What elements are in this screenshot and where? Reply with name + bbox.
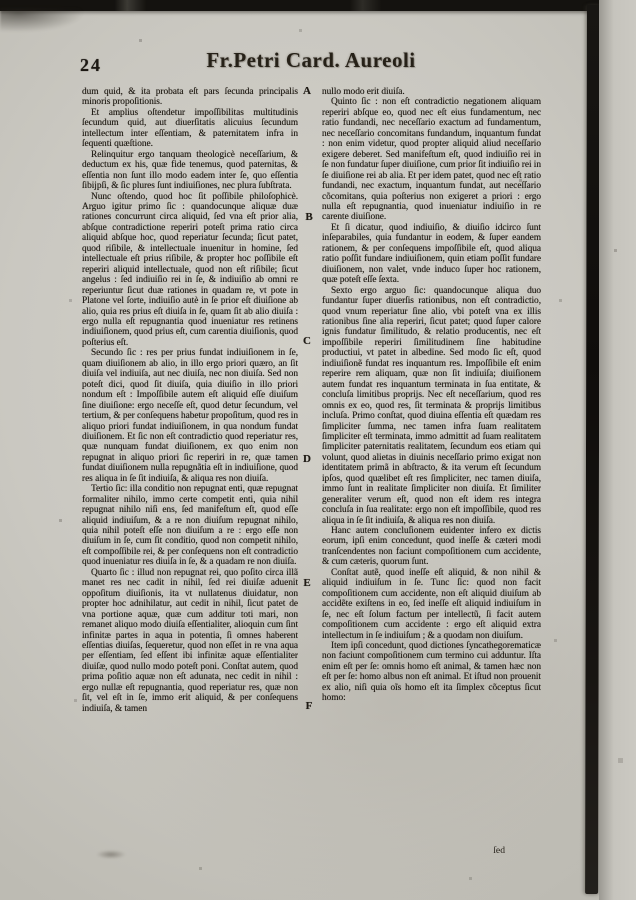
page-number: 24 [80, 55, 102, 75]
paragraph: Quarto ſic : illud non repugnat rei, quo poſito circa illã manet res nec cadit in nihil, ſed rei diuiſæ aduenit oppoſitum diuiſionis, ita vt nullatenus diuidatur, non propter hoc adnihilatur, aut cedit in nihil, ſicut patet de vna portione aquæ, quæ cum additur toti mari, non remanet aliquo modo diuiſa eſſentialiter, alioquin cum ſint infinitæ partes in aqua in potentia, ſi omnes haberent eſſentias diuiſas, ſequeretur, quod non eſſet in re vna aqua per eſſentiam, ſed eſſent ibi infinitæ aquæ eſſentialiter diuiſæ, quod nullo modo poteſt poni. Conſtat autem, quod prima poſitio aquæ non eſt adunata, nec cedit in nihil : ergo nullæ eſt repugnantia, quod reperiatur res, quæ non ſit, vel eſt in ſe, immo erit aliquid, & per conſequens indiuiſa, & tamen [82, 567, 298, 714]
paragraph: Et amplius oſtendetur impoſſibilitas multitudinis ſecundum quid, aut diuerſitatis alicuius ſecundum intellectum inter eſſentiam, & paternitatem infra in ſequenti quæſtione. [82, 107, 298, 150]
margin-letter-a: A [303, 85, 311, 97]
left-text-column [82, 87, 298, 849]
paragraph: Item ipſi concedunt, quod dictiones ſyncathegorematicæ non faciunt compoſitionem cum termino cui adduntur. Iſta enim eſt per ſe: omnis homo eſt animal, & tamen hæc non eſt per ſe: homo albus non eſt animal. Et iſtud non prouenit ex alio, niſi quia oĩs homo eſt ita ſimplex cõceptus ſicut homo: [322, 641, 541, 704]
corner-smudge [0, 8, 90, 34]
margin-letter-c: C [303, 335, 311, 347]
margin-letter-b: B [305, 211, 313, 223]
book-spine-fold-bar [585, 5, 600, 894]
paragraph: Tertio ſic: illa conditio non repugnat enti, quæ repugnat formaliter nihilo, immo certe competit enti, quia nihil repugnat nihilo niſi ens, ſed manifeſtum eſt, quod eſſe aliquid indiuiſum, & a re non diuiſum repugnat nihilo, quia nihil poteſt eſſe non diuiſum a re : ergo eſſe non diuiſum in ſe, cum ſit conditio, quod non competit nihilo, eſt compoſſibile rei, & per conſequens non eſt contradictio quod inueniatur res diuiſa in ſe, & a quadam re non diuiſa. [82, 484, 298, 568]
catchword: ſed [493, 845, 505, 856]
paragraph: dum quid, & ita probata eſt pars ſecunda principalis minoris propoſitionis. [82, 87, 298, 108]
paragraph: Secundo ſic : res per prius fundat indiuiſionem in ſe, quam diuiſionem ab alio, in illo ergo priori quæro, an ſit diuiſa vel indiuiſa, aut nec diuiſa, nec non diuiſa. Sed non poteſt dici, quod ſit diuiſa, quia diuiſio in illo priori nondum eſt : Impoſſibile autem eſt aliquid eſſe diuiſum ſine diuiſione: ergo neceſſe eſt, quod detur ſecundum, vel tertium, & per conſequens habetur propoſitum, quod res in aliquo priori fundat indiuiſionem, in qua nondum fundat diuiſionem. Et ſic non eſt contradictio quod reperiatur res, quæ nunquam fundat diuiſionem, ex quo enim non repugnat in aliquo priori ſic reperiri in re, quæ tamen fundat diuiſionem nulla repugnãtia eſt in indiuiſione, quod res aliqua in ſe ſit indiuiſa, & aliqua res non diuiſa. [82, 348, 298, 484]
paragraph: Conſtat autẽ, quod ineſſe eſt aliquid, & non nihil & aliquid indiuiſum in ſe. Tunc ſic: quod non facit compoſitionem cum accidente, non eſt aliquid diuiſum ab accidẽte exiſtens in eo, ſed ineſſe eſt aliquid indiuiſum in ſe, nec eſt ſolum factum per intellectũ, ſi facit autem compoſitionem cum accidente : ergo eſt aliquid extra intellectum in ſe indiuiſum ; & a quodam non diuiſum. [322, 567, 541, 641]
margin-letter-f: F [305, 700, 313, 712]
paragraph: Nunc oſtendo, quod hoc ſit poſſibile philoſophicè. Arguo igitur primo ſic : quandocunque aliquæ duæ rationes concurrunt circa aliquid, ſed vna eſt prior alia, abſque contradictione reperiri poteſt prima ratio circa aliquid abſque hoc, quod reperiatur ſecunda; ſicut patet, quod riſibile, & intellectuale inuenitur in homine, ſed intellectuale eſt prius riſibile, & propter hoc poſſibile eſt reperiri aliquid intellectuale, quod non eſt riſibile; ſicut angelus : ſed indiuiſio rei in ſe, & indiuiſio ab omni re reperiuntur ſicut duæ rationes in quadam re, vt pote in Platone vel ſorte, indiuiſio autè in ſe prior eſt diuiſione ab alio, quia res prius eſt diuiſa in ſe, quam ſit ab alio diuiſa : ergo nulla eſt repugnantia quod inueniatur res retinens indiuiſionem, quod prius eſt, cum carentia diuiſionis, quod poſterius eſt. [82, 191, 298, 348]
paragraph: Et ſi dicatur, quod indiuiſio, & diuiſio idcirco ſunt inſeparabiles, quia fundantur in eodem, & ſuper eandem rationem, & per conſequens impoſſibile eſt, quod aliqua ratio poſſit fundare indiuiſionem, quin etiam poſſit fundare diuiſionem, non valet, vnde induco ſuper hoc rationem, quæ poteſt eſſe ſexta. [322, 222, 541, 286]
right-text-column [322, 87, 541, 849]
paragraph: Hanc autem concluſionem euidenter infero ex dictis eorum, ipſi enim concedunt, quod ineſſe & cæteri modi tranſcendentes non faciunt compoſitionem cum accidente, & cum cæteris, quorum ſunt. [322, 526, 541, 568]
adjacent-page-edge [599, 0, 636, 900]
margin-letter-d: D [303, 453, 311, 465]
paragraph: Relinquitur ergo tanquam theologicè neceſſarium, & deductum ex his, quæ fide tenemus, quod paternitas, & eſſentia non ſunt illo modo eadem inter ſe, quo eſſentia ſibijpſi, & ſic plures ſunt indiuiſiones, nec plura ſubſtrata. [82, 149, 298, 192]
scanned-top-edge [0, 0, 636, 11]
running-header-title: Fr.Petri Card. Aureoli [206, 48, 416, 72]
ink-smudge [96, 850, 126, 859]
paper-speckles [0, 0, 1, 1]
paragraph: Sexto ergo arguo ſic: quandocunque aliqua duo fundantur ſuper diuerſis rationibus, non eſt contradictio, quod vnum reperiatur ſine alio, vbi poteſt vna ex illis rationibus ſine alia reperiri, ſicut patet; quod ſuper calore ignis fundatur ſimilitudo, & relatio producentis, nec eſt impoſſibile reperiri ſimilitudinem ſine habitudine productiui, vt patet in albedine. Sed modo ſic eſt, quod indiuiſionẽ fundat res inquantum res. Impoſſibile eſt enim reperire rem aliquam, quæ non ſit indiuiſa; diuiſionem autem fundat res inquantum terminata in ſua entitate, & concluſa limitibus proprijs. Nec eſt neceſſarium, quod res omnis ex eo, quod res, ſit terminata & proprijs limitibus incluſa. Primo conſtat, quod diuina eſſentia eſt quædam res ſimpliciter ſumma, nec tamen infra ſuam realitatem ſimpliciter eſt terminata, immo admittit ad ſuam realitatem ſimpliciter paternitatis realitatem, ſecundum eos etiam qui volunt, quod alietas in diuinis neceſſario primo exigat non identitatem primã in abſtracto, & ita verum eſt ſecundum ipſos, quod quælibet eſt res ſimpliciter, nec tamen diuiſa, immo ſunt in realitate ſimpliciter non diuiſa. Et ſimiliter generaliter verum eſt, quod non eſt idem res integra concluſa in ſua realitate: ergo non eſt impoſſibile, quod res aliqua in ſe ſit indiuiſa, & aliqua res non diuiſa. [322, 285, 541, 526]
margin-letter-e: E [303, 577, 311, 589]
paragraph: nullo modo erit diuiſa. [322, 87, 405, 97]
paragraph: Quinto ſic : non eſt contradictio negationem aliquam reperiri abſque eo, quod nec eſt eius fundamentum, nec ratio fundandi, nec neceſſario exactum ad fundamentum, nec neceſſario concomitans fundandum, inquantum fundat : non enim videtur, quod propter aliquid aliud neceſſario exigere deberet. Sed manifeſtum eſt, quod indiuiſio rei in ſe non fundatur ſuper diuiſione, cum prior ſit indiuiſio rei in ſe diuiſione rei ab alia. Et per idem patet, quod nec eſt ratio fundandi, nec exactum, inquantum fundat, aut neceſſario cõcomitans, quia poſterius non exigeret a priori : ergo nulla eſt repugnantia, quod inueniatur indiuiſio in re carente diuiſione. [322, 97, 541, 223]
